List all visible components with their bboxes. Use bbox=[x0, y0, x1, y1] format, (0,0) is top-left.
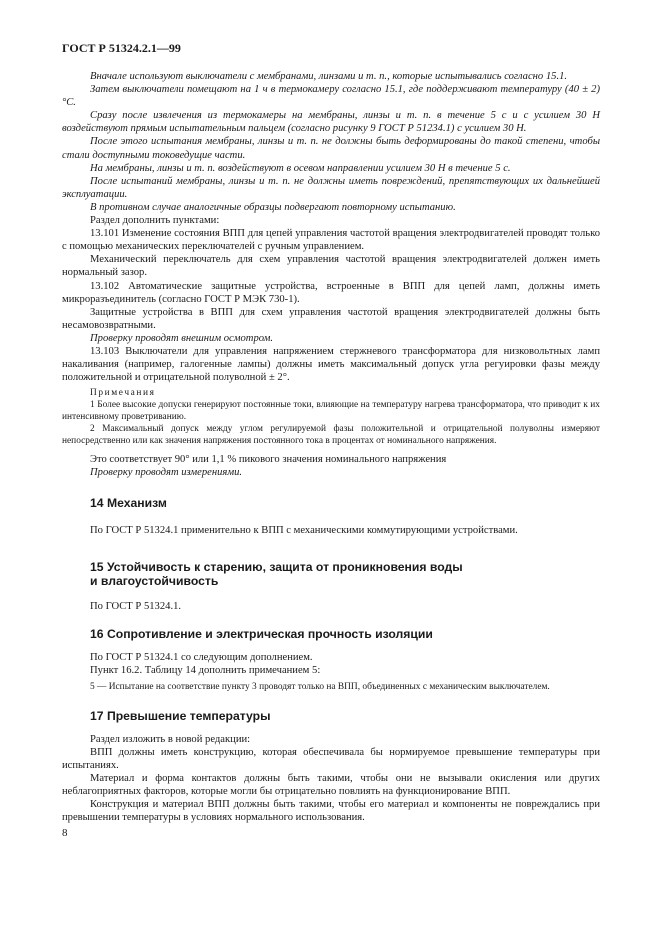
paragraph: 13.103 Выключатели для управления напряжением стержневого трансформатора для низковольтных ламп накаливания (например, галогенные лампы) должны иметь максимальный допуск угла регуировки фазы между положительной и отрицательной полуволной ± 2°. bbox=[62, 345, 600, 384]
paragraph: По ГОСТ Р 51324.1. bbox=[90, 600, 182, 612]
notes-heading: Примечания bbox=[90, 388, 156, 399]
paragraph: Материал и форма контактов должны быть такими, чтобы они не вызывали окисления или других неблагоприятных факторов, которые могли бы отрицательно повлиять на функционирование ВПП. bbox=[62, 773, 600, 798]
paragraph: Вначале используют выключатели с мембранами, линзами и т. п., которые испытывались согласно 15.1. bbox=[90, 71, 568, 82]
section-heading: 14 Механизм bbox=[90, 496, 167, 511]
paragraph: 13.101 Изменение состояния ВПП для цепей управления частотой вращения электродвигателей проводят только с помощью механических переключателей с ручным управлением. bbox=[62, 228, 600, 253]
page-number: 8 bbox=[62, 827, 68, 839]
section-heading-continuation: и влагоустойчивость bbox=[90, 573, 219, 588]
paragraph: В противном случае аналогичные образцы подвергают повторному испытанию. bbox=[90, 201, 456, 213]
paragraph: Защитные устройства в ВПП для схем управления частотой вращения электродвигателей должны быть несамовозвратными. bbox=[62, 306, 600, 331]
paragraph: На мембраны, линзы и т. п. воздействуют в осевом направлении усилием 30 Н в течение 5 с. bbox=[90, 162, 511, 174]
section-heading: 16 Сопротивление и электрическая прочность изоляции bbox=[90, 626, 433, 641]
paragraph: Сразу после извлечения из термокамеры на мембраны, линзы и т. п. в течение 5 с и с усилием 30 Н воздействуют прямым испытательным пальцем (согласно рисунку 9 ГОСТ Р 51234.1) с усилием 30 Н. bbox=[62, 110, 600, 135]
paragraph: Раздел изложить в новой редакции: bbox=[90, 733, 251, 745]
paragraph: После этого испытания мембраны, линзы и т. п. не должны быть деформированы до такой степени, чтобы стали доступными токоведущие части. bbox=[62, 136, 600, 161]
note-item: 2 Максимальный допуск между углом регулируемой фазы положительной и отрицательной полуволны измеряют непосредственно или как значения напряжения постоянного тока в процентах от номинального напряжения. bbox=[62, 424, 600, 447]
paragraph: Механический переключатель для схем управления частотой вращения электродвигателей должен иметь нормальный зазор. bbox=[62, 254, 600, 279]
note-item: 5 — Испытание на соответствие пункту 3 проводят только на ВПП, объединенных с механическим выключателем. bbox=[90, 681, 550, 692]
paragraph: Проверку проводят внешним осмотром. bbox=[90, 332, 274, 344]
page-header: ГОСТ Р 51324.2.1—99 bbox=[62, 41, 181, 55]
paragraph: Конструкция и материал ВПП должны быть такими, чтобы его материал и компоненты не повреждались при превышении температуры в условиях нормального использования. bbox=[62, 799, 600, 824]
section-heading: 15 Устойчивость к старению, защита от проникновения воды bbox=[90, 559, 463, 574]
paragraph: Затем выключатели помещают на 1 ч в термокамеру согласно 15.1, где поддерживают температуру (40 ± 2) °С. bbox=[62, 84, 600, 109]
section-heading: 17 Превышение температуры bbox=[90, 708, 271, 723]
paragraph: ВПП должны иметь конструкцию, которая обеспечивала бы нормируемое превышение температуры при испытаниях. bbox=[62, 746, 600, 771]
note-item: 1 Более высокие допуски генерируют постоянные токи, влияющие на температуру нагрева трансформатора, что приводит к их интенсивному проветриванию. bbox=[62, 400, 600, 423]
paragraph: После испытаний мембраны, линзы и т. п. не должны иметь повреждений, препятствующих их дальнейшей эксплуатации. bbox=[62, 175, 600, 200]
document-body bbox=[62, 70, 600, 824]
paragraph: По ГОСТ Р 51324.1 применительно к ВПП с механическими коммутирующими устройствами. bbox=[90, 525, 518, 537]
paragraph: 13.102 Автоматические защитные устройства, встроенные в ВПП для цепей ламп, должны иметь микроразъединитель (согласно ГОСТ Р МЭК 730-1). bbox=[62, 280, 600, 305]
paragraph: Пункт 16.2. Таблицу 14 дополнить примечанием 5: bbox=[90, 664, 321, 676]
paragraph: Раздел дополнить пунктами: bbox=[90, 215, 220, 227]
paragraph: Проверку проводят измерениями. bbox=[90, 467, 243, 479]
paragraph: По ГОСТ Р 51324.1 со следующим дополнением. bbox=[90, 651, 313, 663]
paragraph: Это соответствует 90° или 1,1 % пикового значения номинального напряжения bbox=[90, 454, 447, 466]
